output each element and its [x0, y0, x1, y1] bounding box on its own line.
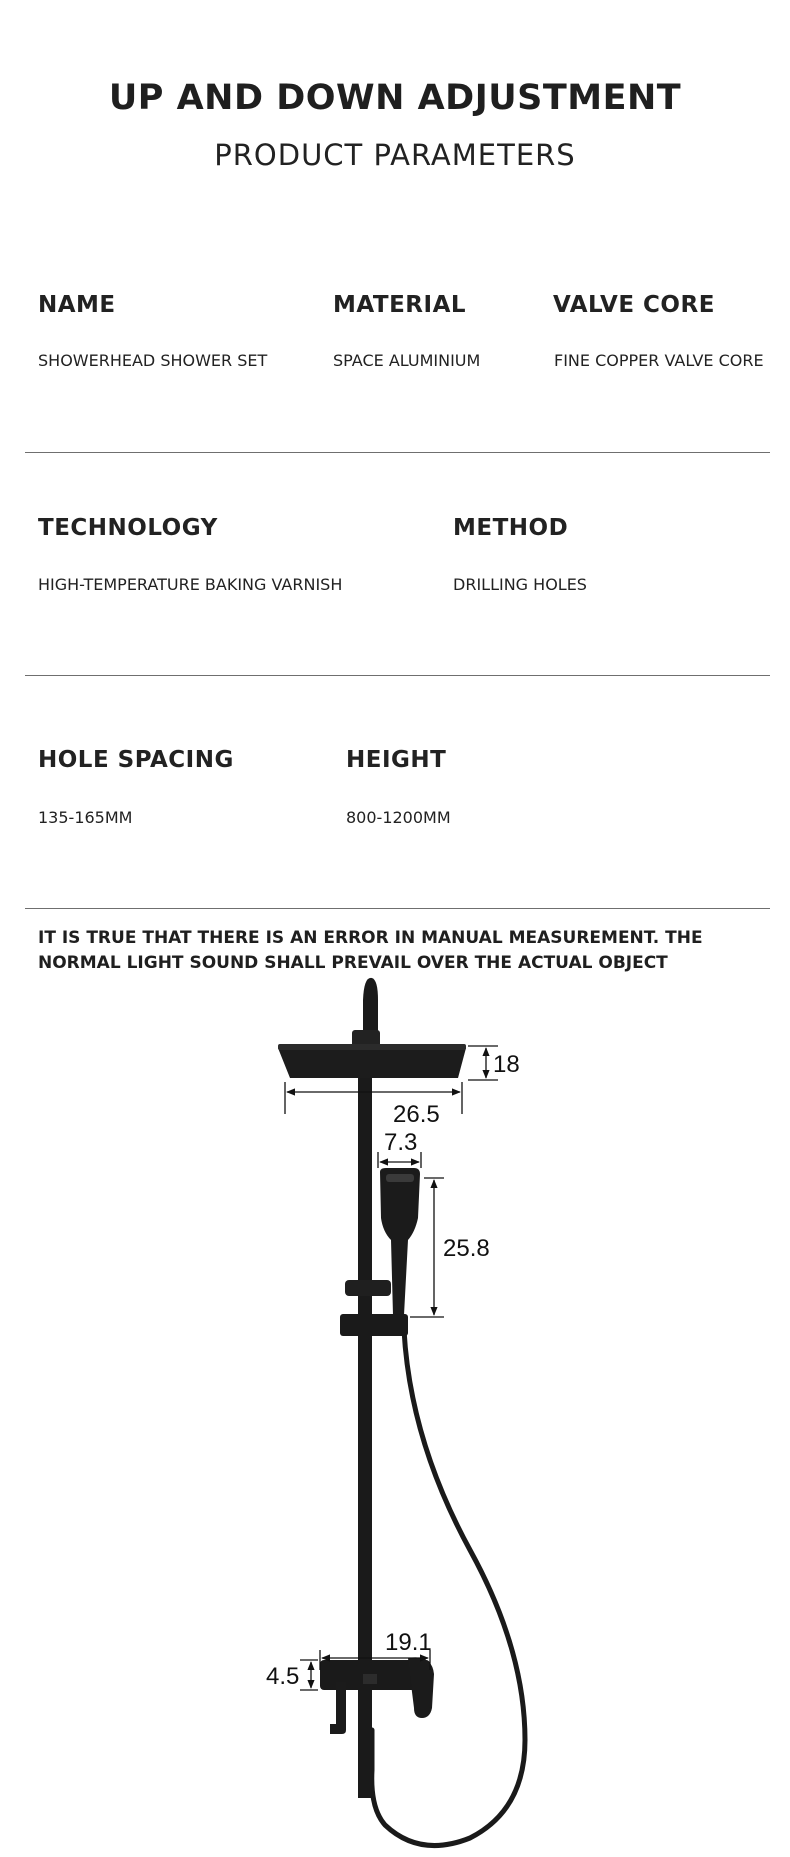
- divider-2: [25, 675, 770, 676]
- param-value-technology: HIGH-TEMPERATURE BAKING VARNISH: [38, 575, 343, 594]
- handset-holder: [340, 1314, 408, 1336]
- divider-3: [25, 908, 770, 909]
- param-label-valve-core: VALVE CORE: [553, 292, 715, 318]
- param-value-hole-spacing: 135-165MM: [38, 808, 133, 827]
- dim-label-mixer-height: 4.5: [266, 1663, 300, 1690]
- dim-label-mixer-width: 19.1: [385, 1629, 432, 1656]
- measurement-note-line-1: IT IS TRUE THAT THERE IS AN ERROR IN MANUAL MEASUREMENT. THE: [38, 928, 703, 948]
- param-label-method: METHOD: [453, 515, 569, 541]
- showerhead-top-edge: [278, 1044, 466, 1050]
- measurement-note-line-2: NORMAL LIGHT SOUND SHALL PREVAIL OVER THE ACTUAL OBJECT: [38, 953, 668, 973]
- hand-shower: [380, 1168, 420, 1322]
- param-value-material: SPACE ALUMINIUM: [333, 351, 481, 370]
- dim-label-head-thickness: 18: [493, 1051, 520, 1078]
- rain-showerhead: [278, 1048, 466, 1078]
- param-value-valve-core: FINE COPPER VALVE CORE: [554, 351, 764, 370]
- param-label-hole-spacing: HOLE SPACING: [38, 747, 234, 773]
- page-subtitle: PRODUCT PARAMETERS: [214, 138, 576, 172]
- param-label-technology: TECHNOLOGY: [38, 515, 218, 541]
- measurement-note: [38, 926, 768, 976]
- param-value-name: SHOWERHEAD SHOWER SET: [38, 351, 268, 370]
- param-label-material: MATERIAL: [333, 292, 467, 318]
- dim-label-handset-length: 25.8: [443, 1235, 490, 1262]
- page-title: UP AND DOWN ADJUSTMENT: [108, 78, 682, 118]
- hand-shower-face: [386, 1174, 414, 1182]
- shower-set-diagram: [0, 970, 790, 1857]
- param-label-name: NAME: [38, 292, 116, 318]
- divider-1: [25, 452, 770, 453]
- sliding-bracket: [345, 1280, 391, 1296]
- param-value-method: DRILLING HOLES: [453, 575, 587, 594]
- dim-label-head-width: 26.5: [393, 1101, 440, 1128]
- param-value-height: 800-1200MM: [346, 808, 451, 827]
- shower-hose: [372, 1330, 525, 1846]
- diverter-knob: [363, 1674, 377, 1684]
- param-label-height: HEIGHT: [346, 747, 447, 773]
- dim-label-handset-width: 7.3: [384, 1129, 418, 1156]
